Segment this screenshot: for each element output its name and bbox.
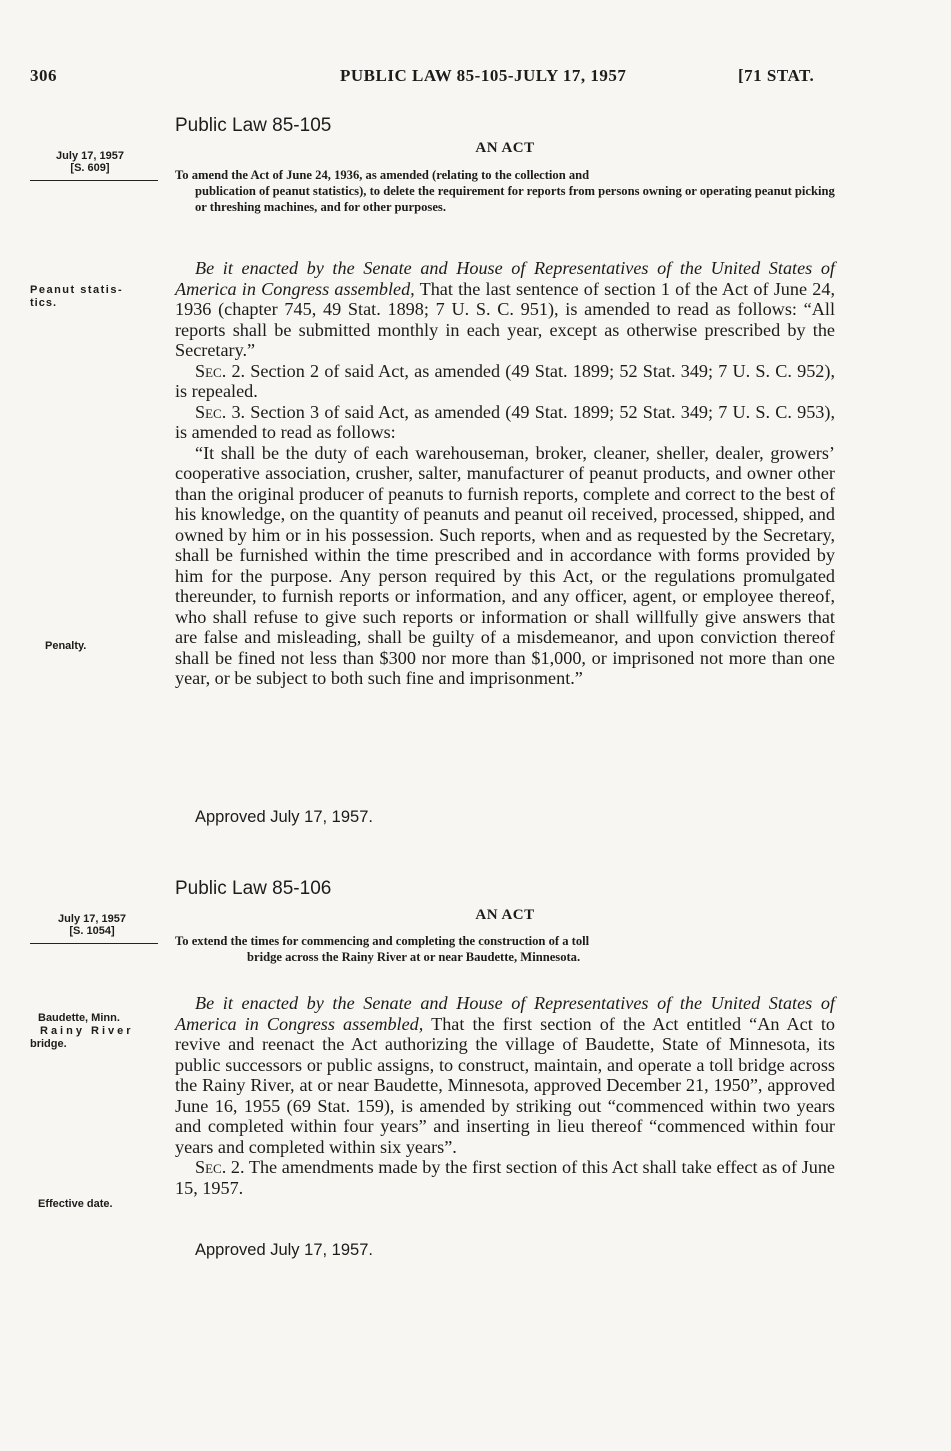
sec-2-label: Sec. 2.: [195, 1157, 245, 1177]
sec-3-label: Sec. 3.: [195, 401, 246, 422]
section-2-text: Section 2 of said Act, as amended (49 Stat. 1899; 52 Stat. 349; 7 U. S. C. 952), is repealed.: [175, 360, 835, 401]
section-1-text: That the first section of the Act entitled “An Act to revive and reenact the Act authorizing the village of Baudette, State of Minnesota, its public successors or public assigns, to construct, maintain, and operate a toll bridge across the Rainy River, at or near Baudette, Minnesota, approved December 21, 1950”, approved June 16, 1955 (69 Stat. 159), is amended by striking out “commenced within two years and completed within four years” and inserting in lieu thereof “commenced within four years and completed within six years”.: [175, 1013, 835, 1157]
an-act-heading-1: AN ACT: [475, 140, 535, 156]
volume-reference: [71 STAT.: [738, 66, 815, 85]
date-line: July 17, 1957: [56, 150, 124, 162]
law-title-85-106: Public Law 85-106: [175, 878, 332, 899]
an-act-heading-2: AN ACT: [475, 907, 535, 923]
margin-rule-1: [30, 180, 158, 181]
law1-body: [175, 258, 835, 689]
synopsis-first-line: To amend the Act of June 24, 1936, as amended (relating to the collection and: [175, 168, 590, 182]
section-2-text: The amendments made by the first section of this Act shall take effect as of June 15, 1957.: [175, 1157, 836, 1198]
sec-2-label: Sec. 2.: [195, 360, 246, 381]
approved-line-1: Approved July 17, 1957.: [195, 808, 373, 826]
synopsis-1: [175, 167, 835, 215]
page-number: 306: [30, 66, 57, 85]
synopsis-2: [175, 933, 835, 965]
margin-note-line: Peanut statis-: [30, 284, 124, 296]
margin-note-effective-date: Effective date.: [38, 1198, 113, 1210]
margin-note-peanut-statistics: [30, 284, 123, 310]
synopsis-continued: publication of peanut statistics), to delete the requirement for reports from persons owning or operating peanut picking or threshing machines, and for other purposes.: [195, 184, 835, 214]
synopsis-continued: bridge across the Rainy River at or near Baudette, Minnesota.: [247, 950, 581, 964]
law2-body: [175, 993, 835, 1198]
approved-line-2: Approved July 17, 1957.: [195, 1241, 373, 1259]
section-3-text: Section 3 of said Act, as amended (49 Stat. 1899; 52 Stat. 349; 7 U. S. C. 953), is amended to read as follows:: [175, 401, 835, 442]
enactment-date-1: [40, 150, 140, 174]
law-title-85-105: Public Law 85-105: [175, 115, 332, 136]
synopsis-first-line: To extend the times for commencing and completing the construction of a toll: [175, 934, 590, 948]
enacting-clause: Be it enacted by the Senate and House of Representatives of the United States of America in Congress assembled,: [175, 993, 835, 1034]
date-line: July 17, 1957: [58, 913, 126, 925]
margin-note-line: bridge.: [30, 1038, 67, 1050]
margin-note-line: Rainy River: [40, 1025, 134, 1037]
margin-rule-2: [30, 943, 158, 944]
margin-note-penalty: Penalty.: [45, 640, 87, 652]
section-1-text: That the last sentence of section 1 of the Act of June 24, 1936 (chapter 745, 49 Stat. 1898; 7 U. S. C. 951), is amended to read as follows: “All reports shall be submitted monthly in each year, except as otherwise prescribed by the Secretary.”: [175, 278, 835, 360]
margin-note-line: tics.: [30, 297, 58, 309]
enacting-clause: Be it enacted by the Senate and House of Representatives of the United States of America in Congress assembled,: [175, 258, 835, 299]
running-title: PUBLIC LAW 85-105-JULY 17, 1957: [340, 66, 627, 85]
bill-number: [S. 1054]: [69, 925, 115, 937]
margin-note-baudette-bridge: [30, 1012, 134, 1051]
bill-number: [S. 609]: [70, 162, 110, 174]
quoted-amendment: “It shall be the duty of each warehouseman, broker, cleaner, sheller, dealer, growers’ cooperative association, crusher, salter, manufacturer of peanut products, and owner other than the original producer of peanuts to furnish reports, complete and correct to the best of his knowledge, on the quantity of peanuts and peanut oil received, processed, shipped, and owned by him or in his possession. Such reports, when and as requested by the Secretary, shall be furnished within the time prescribed and in accordance with forms provided by him for the purpose. Any person required by this Act, or the regulations promulgated thereunder, to furnish reports or information, and any officer, agent, or employee thereof, who shall refuse to give such reports or information or shall willfully give answers that are false and misleading, shall be guilty of a misdemeanor, and upon conviction thereof shall be fined not less than $300 nor more than $1,000, or imprisoned not more than one year, or be subject to both such fine and imprisonment.”: [175, 442, 835, 688]
enactment-date-2: [42, 913, 142, 937]
margin-note-line: Baudette, Minn.: [38, 1012, 120, 1024]
